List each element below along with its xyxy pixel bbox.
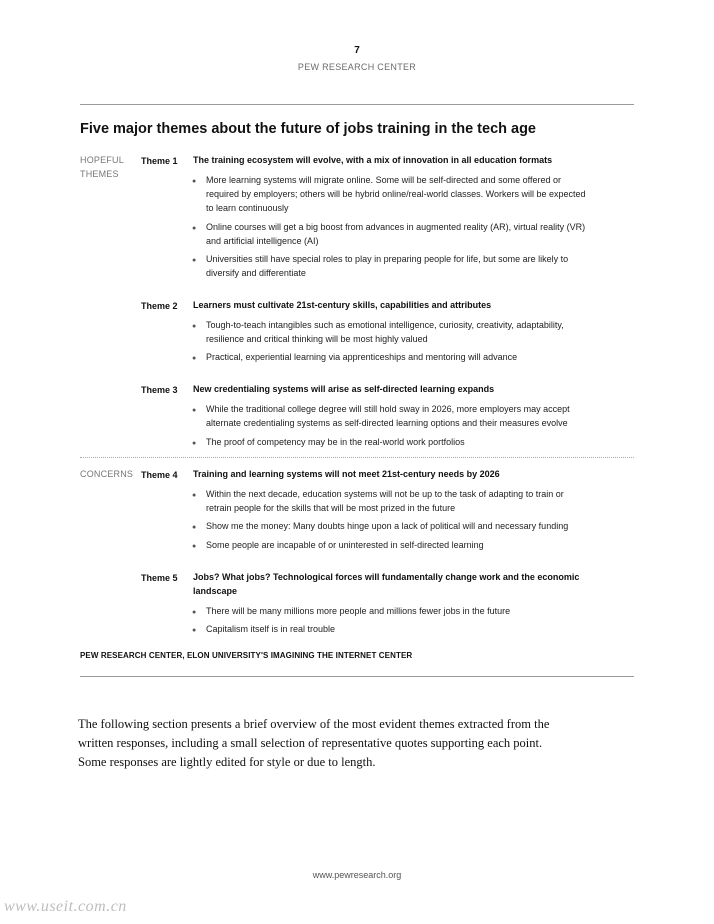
bullet-line: Practical, experiential learning via apprenticeships and mentoring will advance: [206, 352, 518, 362]
group-label-line: THEMES: [80, 169, 119, 179]
bullet-dot: ●: [192, 323, 197, 330]
bullet-line: Show me the money: Many doubts hinge upon a lack of political will and necessary funding: [206, 521, 569, 531]
bullet-dot: ●: [192, 407, 197, 414]
theme-4-bullet-1: [206, 487, 634, 515]
body-paragraph: [78, 715, 638, 772]
theme-3-heading: New credentialing systems will arise as self-directed learning expands: [193, 384, 495, 394]
group-label-hopeful: [80, 153, 124, 181]
paragraph-line: written responses, including a small selection of representative quotes supporting each point.: [78, 736, 543, 750]
bullet-dot: ●: [192, 257, 197, 264]
figure-title: Five major themes about the future of jobs training in the tech age: [80, 121, 536, 137]
theme-4-bullet-2: [206, 519, 634, 533]
bullet-line: Universities still have special roles to play in preparing people for life, but some are likely to: [206, 254, 569, 264]
theme-5-heading: [193, 570, 633, 598]
theme-3-bullet-2: [206, 435, 634, 449]
theme-1-bullet-3: [206, 252, 634, 280]
bullet-dot: ●: [192, 440, 197, 447]
group-divider: [80, 457, 634, 458]
theme-1-number: Theme 1: [141, 156, 178, 166]
bullet-dot: ●: [192, 355, 197, 362]
bullet-dot: ●: [192, 492, 197, 499]
bottom-rule: [80, 676, 634, 677]
page-number: 7: [354, 45, 360, 56]
theme-4-bullet-3: [206, 538, 634, 552]
bullet-line: The proof of competency may be in the real-world work portfolios: [206, 437, 465, 447]
paragraph-line: Some responses are lightly edited for style or due to length.: [78, 755, 376, 769]
bullet-dot: ●: [192, 225, 197, 232]
bullet-line: Capitalism itself is in real trouble: [206, 624, 336, 634]
watermark: www.useit.com.cn: [4, 898, 127, 915]
paragraph-line: The following section presents a brief overview of the most evident themes extracted from the: [78, 717, 550, 731]
theme-2-heading: Learners must cultivate 21st-century skills, capabilities and attributes: [193, 300, 492, 310]
theme-3-number: Theme 3: [141, 385, 178, 395]
footer-url: www.pewresearch.org: [312, 870, 402, 880]
theme-1-bullet-1: [206, 173, 634, 215]
theme-5-number: Theme 5: [141, 573, 178, 583]
bullet-dot: ●: [192, 524, 197, 531]
bullet-line: More learning systems will migrate online. Some will be self-directed and some offered or: [206, 175, 561, 185]
bullet-line: alternate credentialing systems as self-directed learning options and their measures evolve: [206, 418, 568, 428]
header-org: PEW RESEARCH CENTER: [297, 62, 417, 72]
theme-4-heading: Training and learning systems will not meet 21st-century needs by 2026: [193, 469, 500, 479]
theme-5-bullet-1: [206, 604, 634, 618]
bullet-dot: ●: [192, 543, 197, 550]
group-label-line: HOPEFUL: [80, 155, 124, 165]
figure-source: PEW RESEARCH CENTER, ELON UNIVERSITY'S IMAGINING THE INTERNET CENTER: [80, 651, 413, 660]
bullet-dot: ●: [192, 627, 197, 634]
top-rule: [80, 104, 634, 105]
heading-line: landscape: [193, 586, 238, 596]
bullet-dot: ●: [192, 178, 197, 185]
bullet-line: Online courses will get a big boost from advances in augmented reality (AR), virtual reality (VR): [206, 222, 586, 232]
bullet-line: While the traditional college degree will still hold sway in 2026, more employers may accept: [206, 404, 570, 414]
theme-2-number: Theme 2: [141, 301, 178, 311]
group-label-concerns: [80, 467, 133, 481]
bullet-line: There will be many millions more people and millions fewer jobs in the future: [206, 606, 511, 616]
bullet-line: and artificial intelligence (AI): [206, 236, 319, 246]
heading-line: Jobs? What jobs? Technological forces will fundamentally change work and the economic: [193, 572, 580, 582]
bullet-line: diversify and differentiate: [206, 268, 306, 278]
bullet-line: Tough-to-teach intangibles such as emotional intelligence, curiosity, creativity, adaptability,: [206, 320, 564, 330]
bullet-line: resilience and critical thinking will be most highly valued: [206, 334, 428, 344]
group-label-line: CONCERNS: [80, 469, 134, 479]
bullet-line: retrain people for the skills that will be most prized in the future: [206, 503, 456, 513]
theme-1-heading: The training ecosystem will evolve, with a mix of innovation in all education formats: [193, 155, 553, 165]
bullet-line: Some people are incapable of or uninterested in self-directed learning: [206, 540, 484, 550]
bullet-line: Within the next decade, education systems will not be up to the task of adapting to train or: [206, 489, 564, 499]
theme-5-bullet-2: [206, 622, 634, 636]
theme-1-bullet-2: [206, 220, 634, 248]
theme-2-bullet-2: [206, 350, 634, 364]
bullet-dot: ●: [192, 609, 197, 616]
bullet-line: required by employers; others will be hybrid online/real-world classes. Workers will be expected: [206, 189, 586, 199]
bullet-line: to learn continuously: [206, 203, 289, 213]
theme-3-bullet-1: [206, 402, 634, 430]
theme-2-bullet-1: [206, 318, 634, 346]
theme-4-number: Theme 4: [141, 470, 178, 480]
